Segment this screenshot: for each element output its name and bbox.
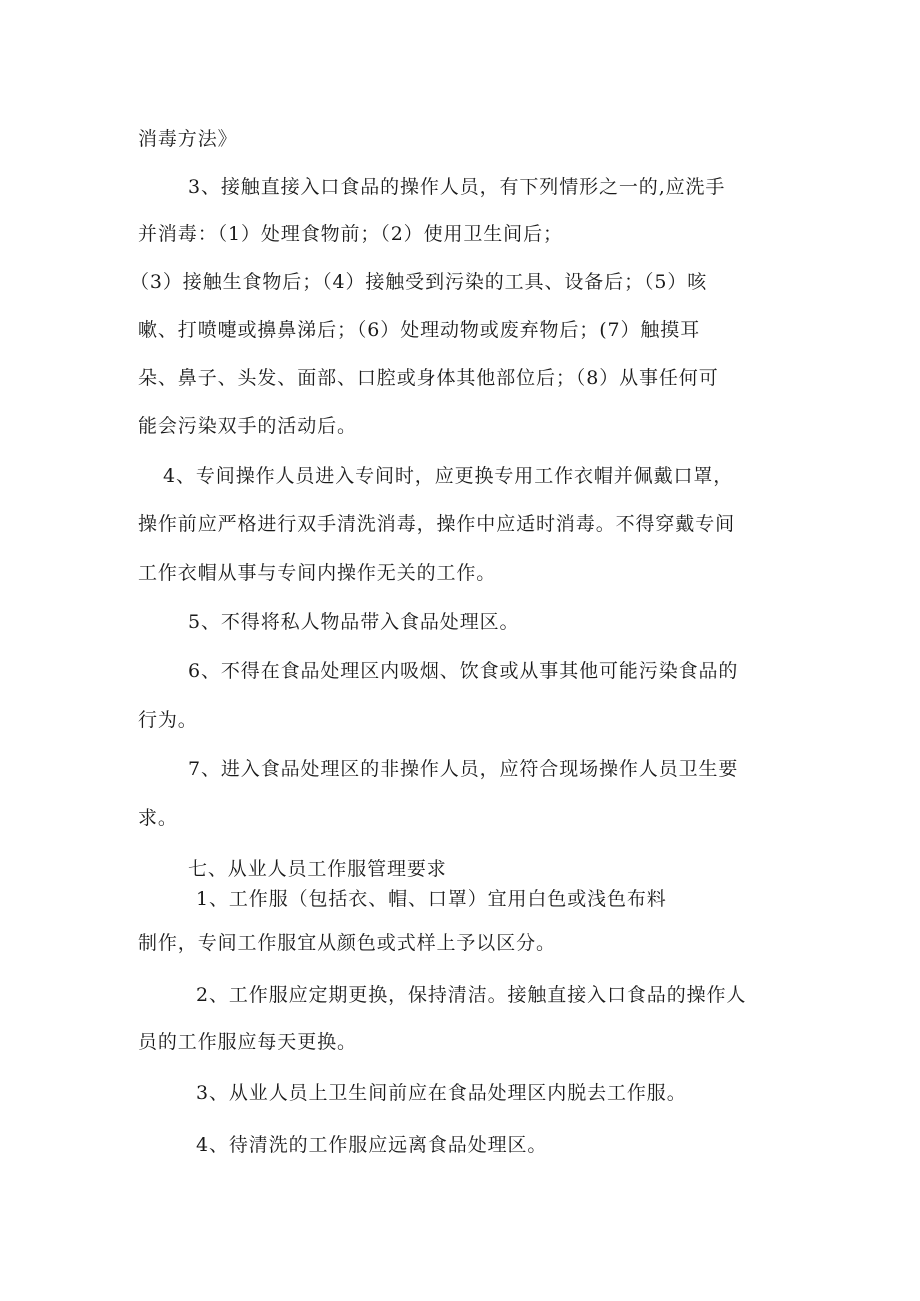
text-line: 4、专间操作人员进入专间时，应更换专用工作衣帽并佩戴口罩， <box>163 465 734 487</box>
text-line: 3、接触直接入口食品的操作人员，有下列情形之一的,应洗手 <box>188 176 726 198</box>
text-line: 制作，专间工作服宜从颜色或式样上予以区分。 <box>138 932 556 954</box>
text-line: 6、不得在食品处理区内吸烟、饮食或从事其他可能污染食品的 <box>188 660 739 682</box>
text-line: 工作衣帽从事与专间内操作无关的工作。 <box>138 562 497 584</box>
text-line: 求。 <box>138 807 178 829</box>
text-line: 3、从业人员上卫生间前应在食品处理区内脱去工作服。 <box>196 1082 687 1104</box>
text-line: 并消毒：（1）处理食物前；（2）使用卫生间后； <box>138 223 563 245</box>
text-line: 4、待清洗的工作服应远离食品处理区。 <box>196 1134 548 1156</box>
text-line: 嗽、打喷嚏或擤鼻涕后；（6）处理动物或废弃物后；(7）触摸耳 <box>138 319 701 341</box>
text-line: 操作前应严格进行双手清洗消毒，操作中应适时消毒。不得穿戴专间 <box>138 513 736 535</box>
text-line: 2、工作服应定期更换，保持清洁。接触直接入口食品的操作人 <box>196 984 747 1006</box>
text-line: 员的工作服应每天更换。 <box>138 1031 357 1053</box>
text-line: 5、不得将私人物品带入食品处理区。 <box>188 611 520 633</box>
text-line: （3）接触生食物后；（4）接触受到污染的工具、设备后；（5）咳 <box>130 271 708 293</box>
text-line: 1、工作服（包括衣、帽、口罩）宜用白色或浅色布料 <box>196 888 667 910</box>
text-line: 朵、鼻子、头发、面部、口腔或身体其他部位后；（8）从事任何可 <box>138 367 719 389</box>
text-line: 行为。 <box>138 709 198 731</box>
section-heading: 七、从业人员工作服管理要求 <box>188 858 447 880</box>
text-line: 消毒方法》 <box>138 128 238 150</box>
text-line: 7、进入食品处理区的非操作人员，应符合现场操作人员卫生要 <box>188 758 739 780</box>
text-line: 能会污染双手的活动后。 <box>138 415 357 437</box>
